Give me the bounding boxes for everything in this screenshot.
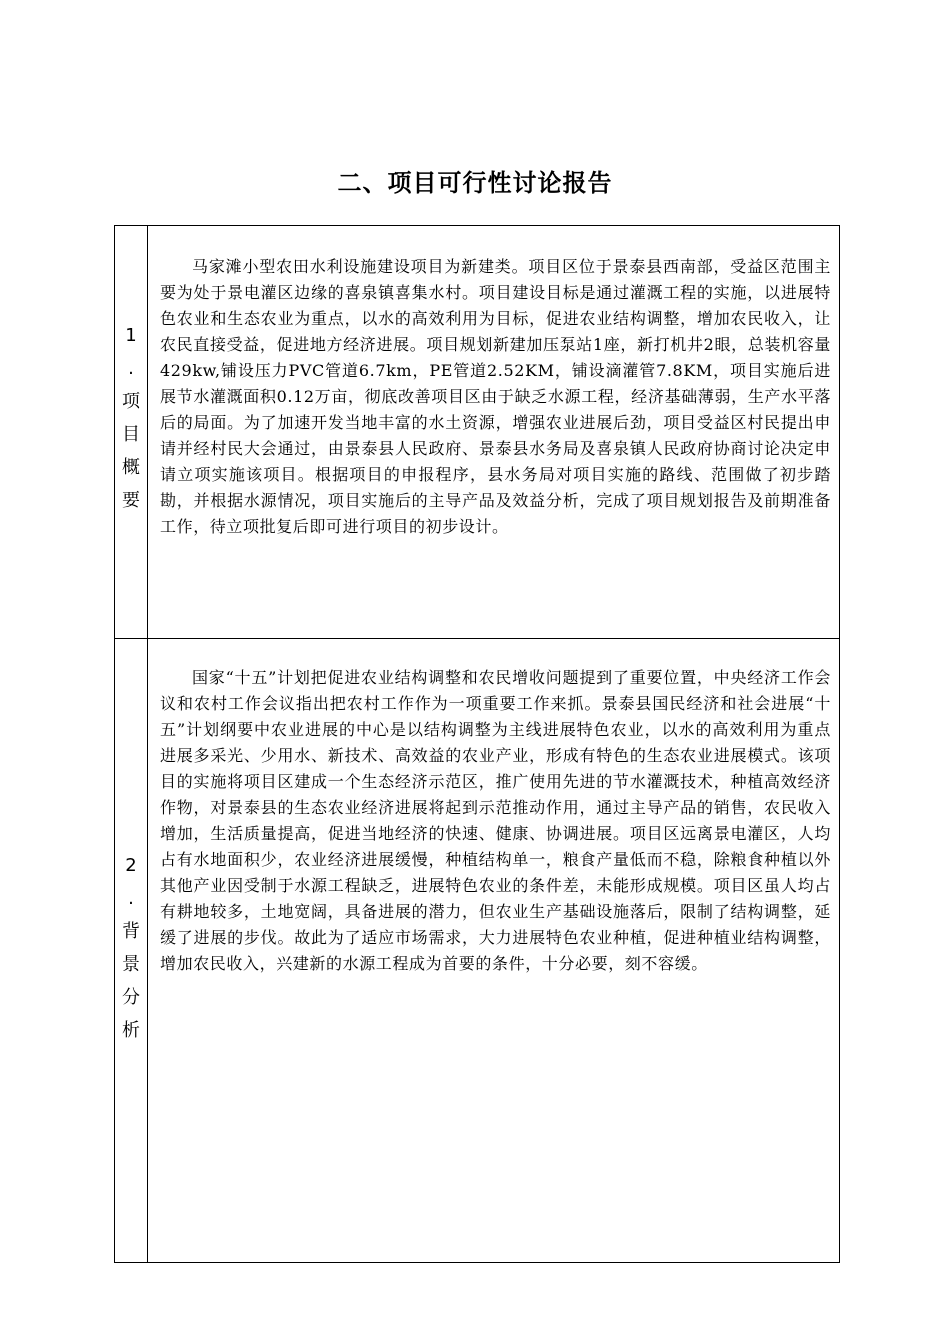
- section-label-char: 背: [122, 920, 140, 942]
- section-label-cell: [115, 226, 148, 639]
- section-label-cell: [115, 639, 148, 1263]
- table-row-background-analysis: [115, 639, 840, 1263]
- section-label-char: 要: [122, 490, 140, 511]
- section-label-char: 2: [125, 854, 137, 876]
- section-label-char: 概: [122, 457, 140, 478]
- table-row-project-overview: [115, 226, 840, 639]
- section-body-project-overview: 马家滩小型农田水利设施建设项目为新建类。项目区位于景泰县西南部，受益区范围主要为处于景电灌区边缘的喜泉镇喜集水村。项目建设目标是通过灌溉工程的实施，以进展特色农业和生态农业为重点，以水的高效利用为目标，促进农业结构调整，增加农民收入，让农民直接受益，促进地方经济进展。项目规划新建加压泵站1座，新打机井2眼，总装机容量429kw,铺设压力PVC管道6.7km，PE管道2.52KM，铺设滴灌管7.8KM，项目实施后进展节水灌溉面积0.12万亩，彻底改善项目区由于缺乏水源工程，经济基础薄弱，生产水平落后的局面。为了加速开发当地丰富的水土资源，增强农业进展后劲，项目受益区村民提出申请并经村民大会通过，由景泰县人民政府、景泰县水务局及喜泉镇人民政府协商讨论决定申请立项实施该项目。根据项目的申报程序，县水务局对项目实施的路线、范围做了初步踏勘，并根据水源情况，项目实施后的主导产品及效益分析，完成了项目规划报告及前期准备工作，待立项批复后即可进行项目的初步设计。: [148, 226, 840, 639]
- section-label-char: 景: [122, 953, 140, 975]
- section-label-char: 分: [122, 986, 140, 1008]
- page-title: 二、项目可行性讨论报告: [337, 169, 613, 197]
- section-label: [115, 226, 147, 610]
- section-label-char: 1: [125, 325, 137, 346]
- section-label-char: 析: [122, 1019, 140, 1041]
- section-label: [115, 639, 147, 1236]
- section-body-background-analysis: 国家“十五”计划把促进农业结构调整和农民增收问题提到了重要位置，中央经济工作会议和农村工作会议指出把农村工作作为一项重要工作来抓。景泰县国民经济和社会进展“十五”计划纲要中农业进展的中心是以结构调整为主线进展特色农业，以水的高效利用为重点进展多采光、少用水、新技术、高效益的农业产业，形成有特色的生态农业进展模式。该项目的实施将项目区建成一个生态经济示范区，推广使用先进的节水灌溉技术，种植高效经济作物，对景泰县的生态农业经济进展将起到示范推动作用，通过主导产品的销售，农民收入增加，生活质量提高，促进当地经济的快速、健康、协调进展。项目区远离景电灌区，人均占有水地面积少，农业经济进展缓慢，种植结构单一，粮食产量低而不稳，除粮食种植以外其他产业因受制于水源工程缺乏，进展特色农业的条件差，未能形成规模。项目区虽人均占有耕地较多，土地宽阔，具备进展的潜力，但农业生产基础设施落后，限制了结构调整，延缓了进展的步伐。故此为了适应市场需求，大力进展特色农业种植，促进种植业结构调整，增加农民收入，兴建新的水源工程成为首要的条件，十分必要，刻不容缓。: [148, 639, 840, 1263]
- section-label-char: 目: [122, 424, 140, 445]
- report-table: [114, 225, 840, 1263]
- section-label-char: .: [128, 887, 134, 909]
- section-label-char: .: [128, 358, 134, 379]
- section-label-char: 项: [122, 391, 140, 412]
